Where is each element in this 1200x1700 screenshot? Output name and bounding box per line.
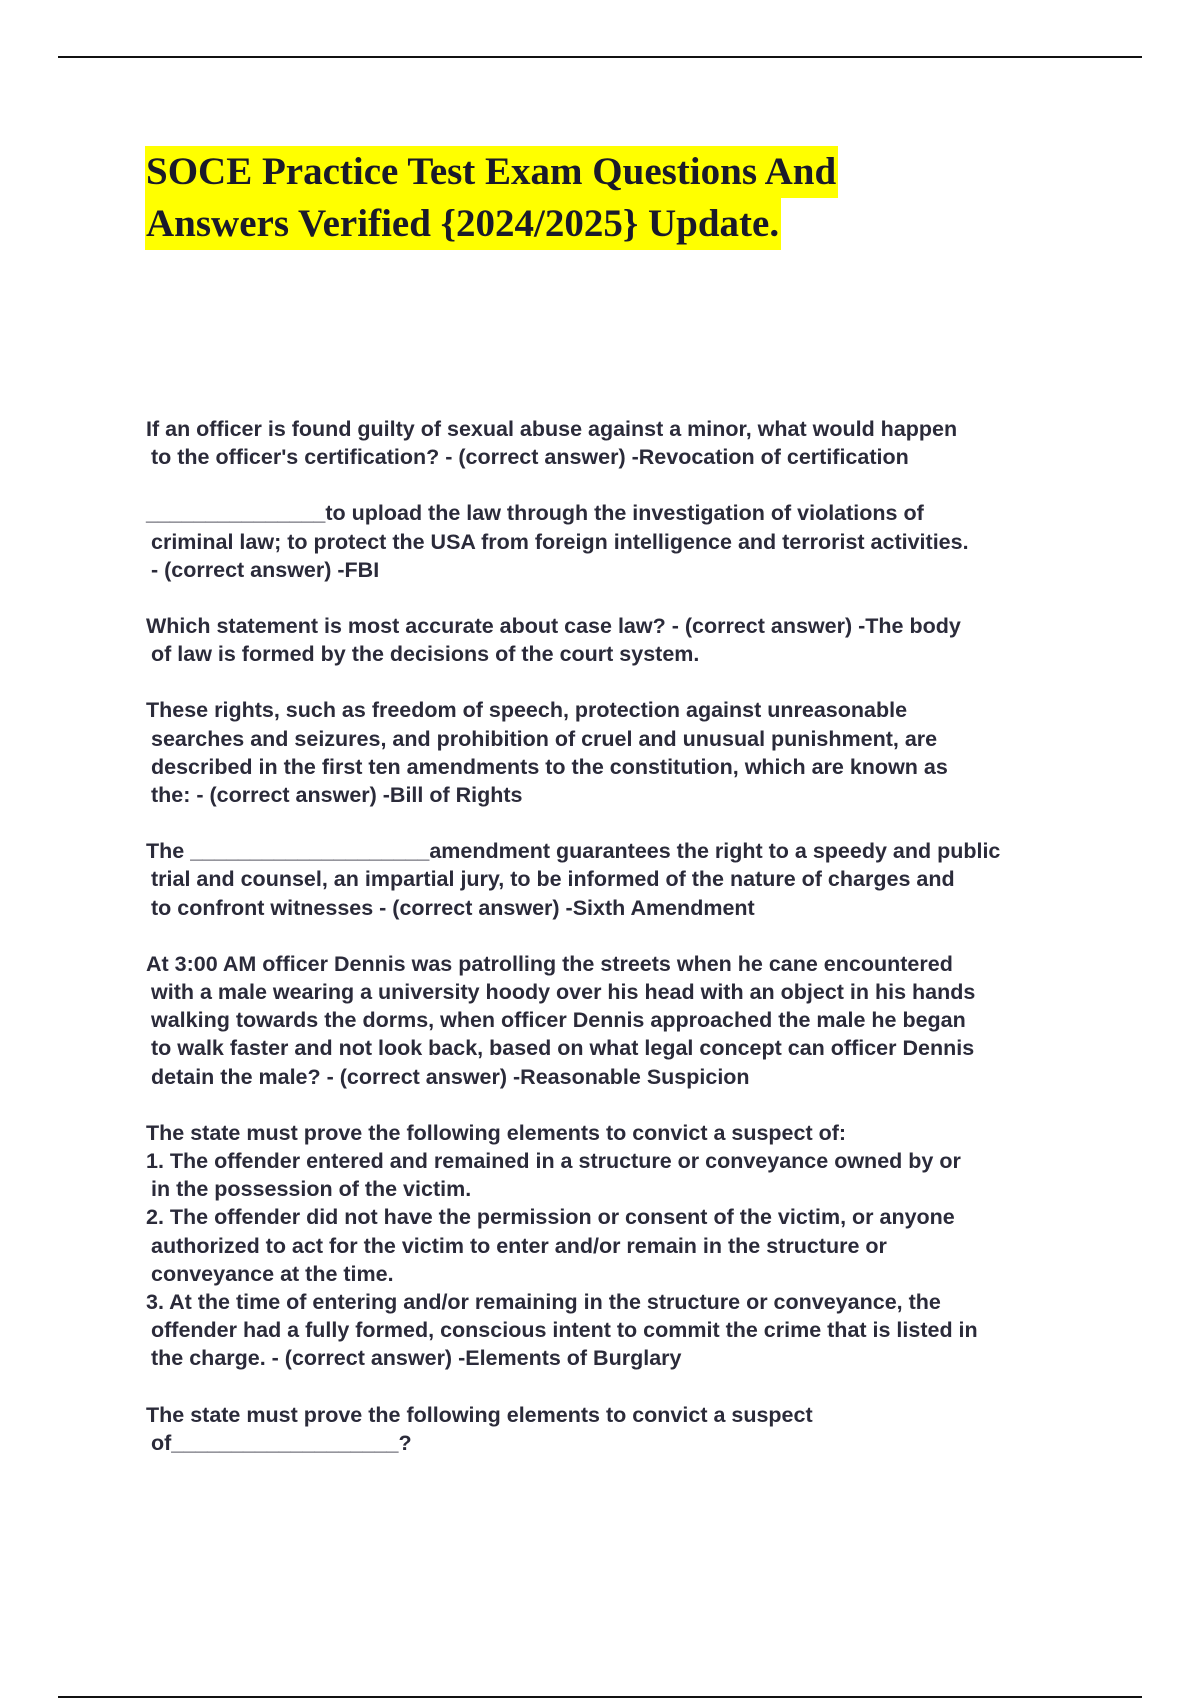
question-line: trial and counsel, an impartial jury, to be informed of the nature of charges and [151, 867, 955, 892]
question-item-2 [146, 499, 1096, 584]
question-line: described in the first ten amendments to the constitution, which are known as [151, 754, 948, 779]
title-line-1: SOCE Practice Test Exam Questions And [145, 146, 838, 198]
question-line: walking towards the dorms, when officer Dennis approached the male he began [151, 1008, 966, 1033]
question-line: These rights, such as freedom of speech, protection against unreasonable [146, 698, 908, 723]
question-item-3 [146, 612, 1096, 668]
question-line: Which statement is most accurate about case law? - (correct answer) -The body [146, 614, 961, 639]
question-line: to the officer's certification? - (correct answer) -Revocation of certification [151, 445, 909, 470]
question-line: offender had a fully formed, conscious intent to commit the crime that is listed in [151, 1318, 978, 1343]
question-line: 2. The offender did not have the permission or consent of the victim, or anyone [146, 1205, 955, 1230]
question-line: to confront witnesses - (correct answer) -Sixth Amendment [151, 895, 755, 920]
question-line: - (correct answer) -FBI [151, 557, 380, 582]
question-line: 3. At the time of entering and/or remaining in the structure or conveyance, the [146, 1290, 941, 1315]
question-line: If an officer is found guilty of sexual abuse against a minor, what would happen [146, 417, 958, 441]
question-line: _______________to upload the law through the investigation of violations of [146, 501, 924, 526]
header-rule [58, 56, 1142, 58]
question-line: to walk faster and not look back, based on what legal concept can officer Dennis [151, 1036, 975, 1061]
question-line: in the possession of the victim. [151, 1177, 472, 1202]
question-line: the: - (correct answer) -Bill of Rights [151, 783, 523, 808]
question-line: of law is formed by the decisions of the court system. [151, 642, 700, 667]
question-line: The state must prove the following elements to convict a suspect [146, 1402, 813, 1427]
question-line: At 3:00 AM officer Dennis was patrolling the streets when he cane encountered [146, 951, 953, 976]
footer-rule [58, 1696, 1142, 1698]
question-line: authorized to act for the victim to enter and/or remain in the structure or [151, 1233, 887, 1258]
question-line: with a male wearing a university hoody over his head with an object in his hands [151, 980, 976, 1005]
question-item-8 [146, 1401, 1096, 1457]
question-line: criminal law; to protect the USA from foreign intelligence and terrorist activities. [151, 529, 969, 554]
question-item-1 [146, 415, 1096, 471]
question-item-4 [146, 696, 1096, 809]
question-line: The state must prove the following elements to convict a suspect of: [146, 1120, 847, 1145]
question-line: detain the male? - (correct answer) -Reasonable Suspicion [151, 1064, 750, 1089]
question-line: the charge. - (correct answer) -Elements of Burglary [151, 1346, 682, 1371]
question-line: of___________________? [151, 1430, 412, 1455]
question-item-7 [146, 1119, 1096, 1373]
question-item-5 [146, 837, 1096, 922]
question-item-6 [146, 950, 1096, 1091]
question-line: 1. The offender entered and remained in a structure or conveyance owned by or [146, 1149, 961, 1174]
title-line-2: Answers Verified {2024/2025} Update. [145, 198, 781, 250]
document-title [145, 146, 1105, 250]
question-line: The ____________________amendment guarantees the right to a speedy and public [146, 839, 1001, 864]
question-line: searches and seizures, and prohibition of cruel and unusual punishment, are [151, 726, 938, 751]
question-list [146, 415, 1096, 1485]
question-line: conveyance at the time. [151, 1261, 394, 1286]
